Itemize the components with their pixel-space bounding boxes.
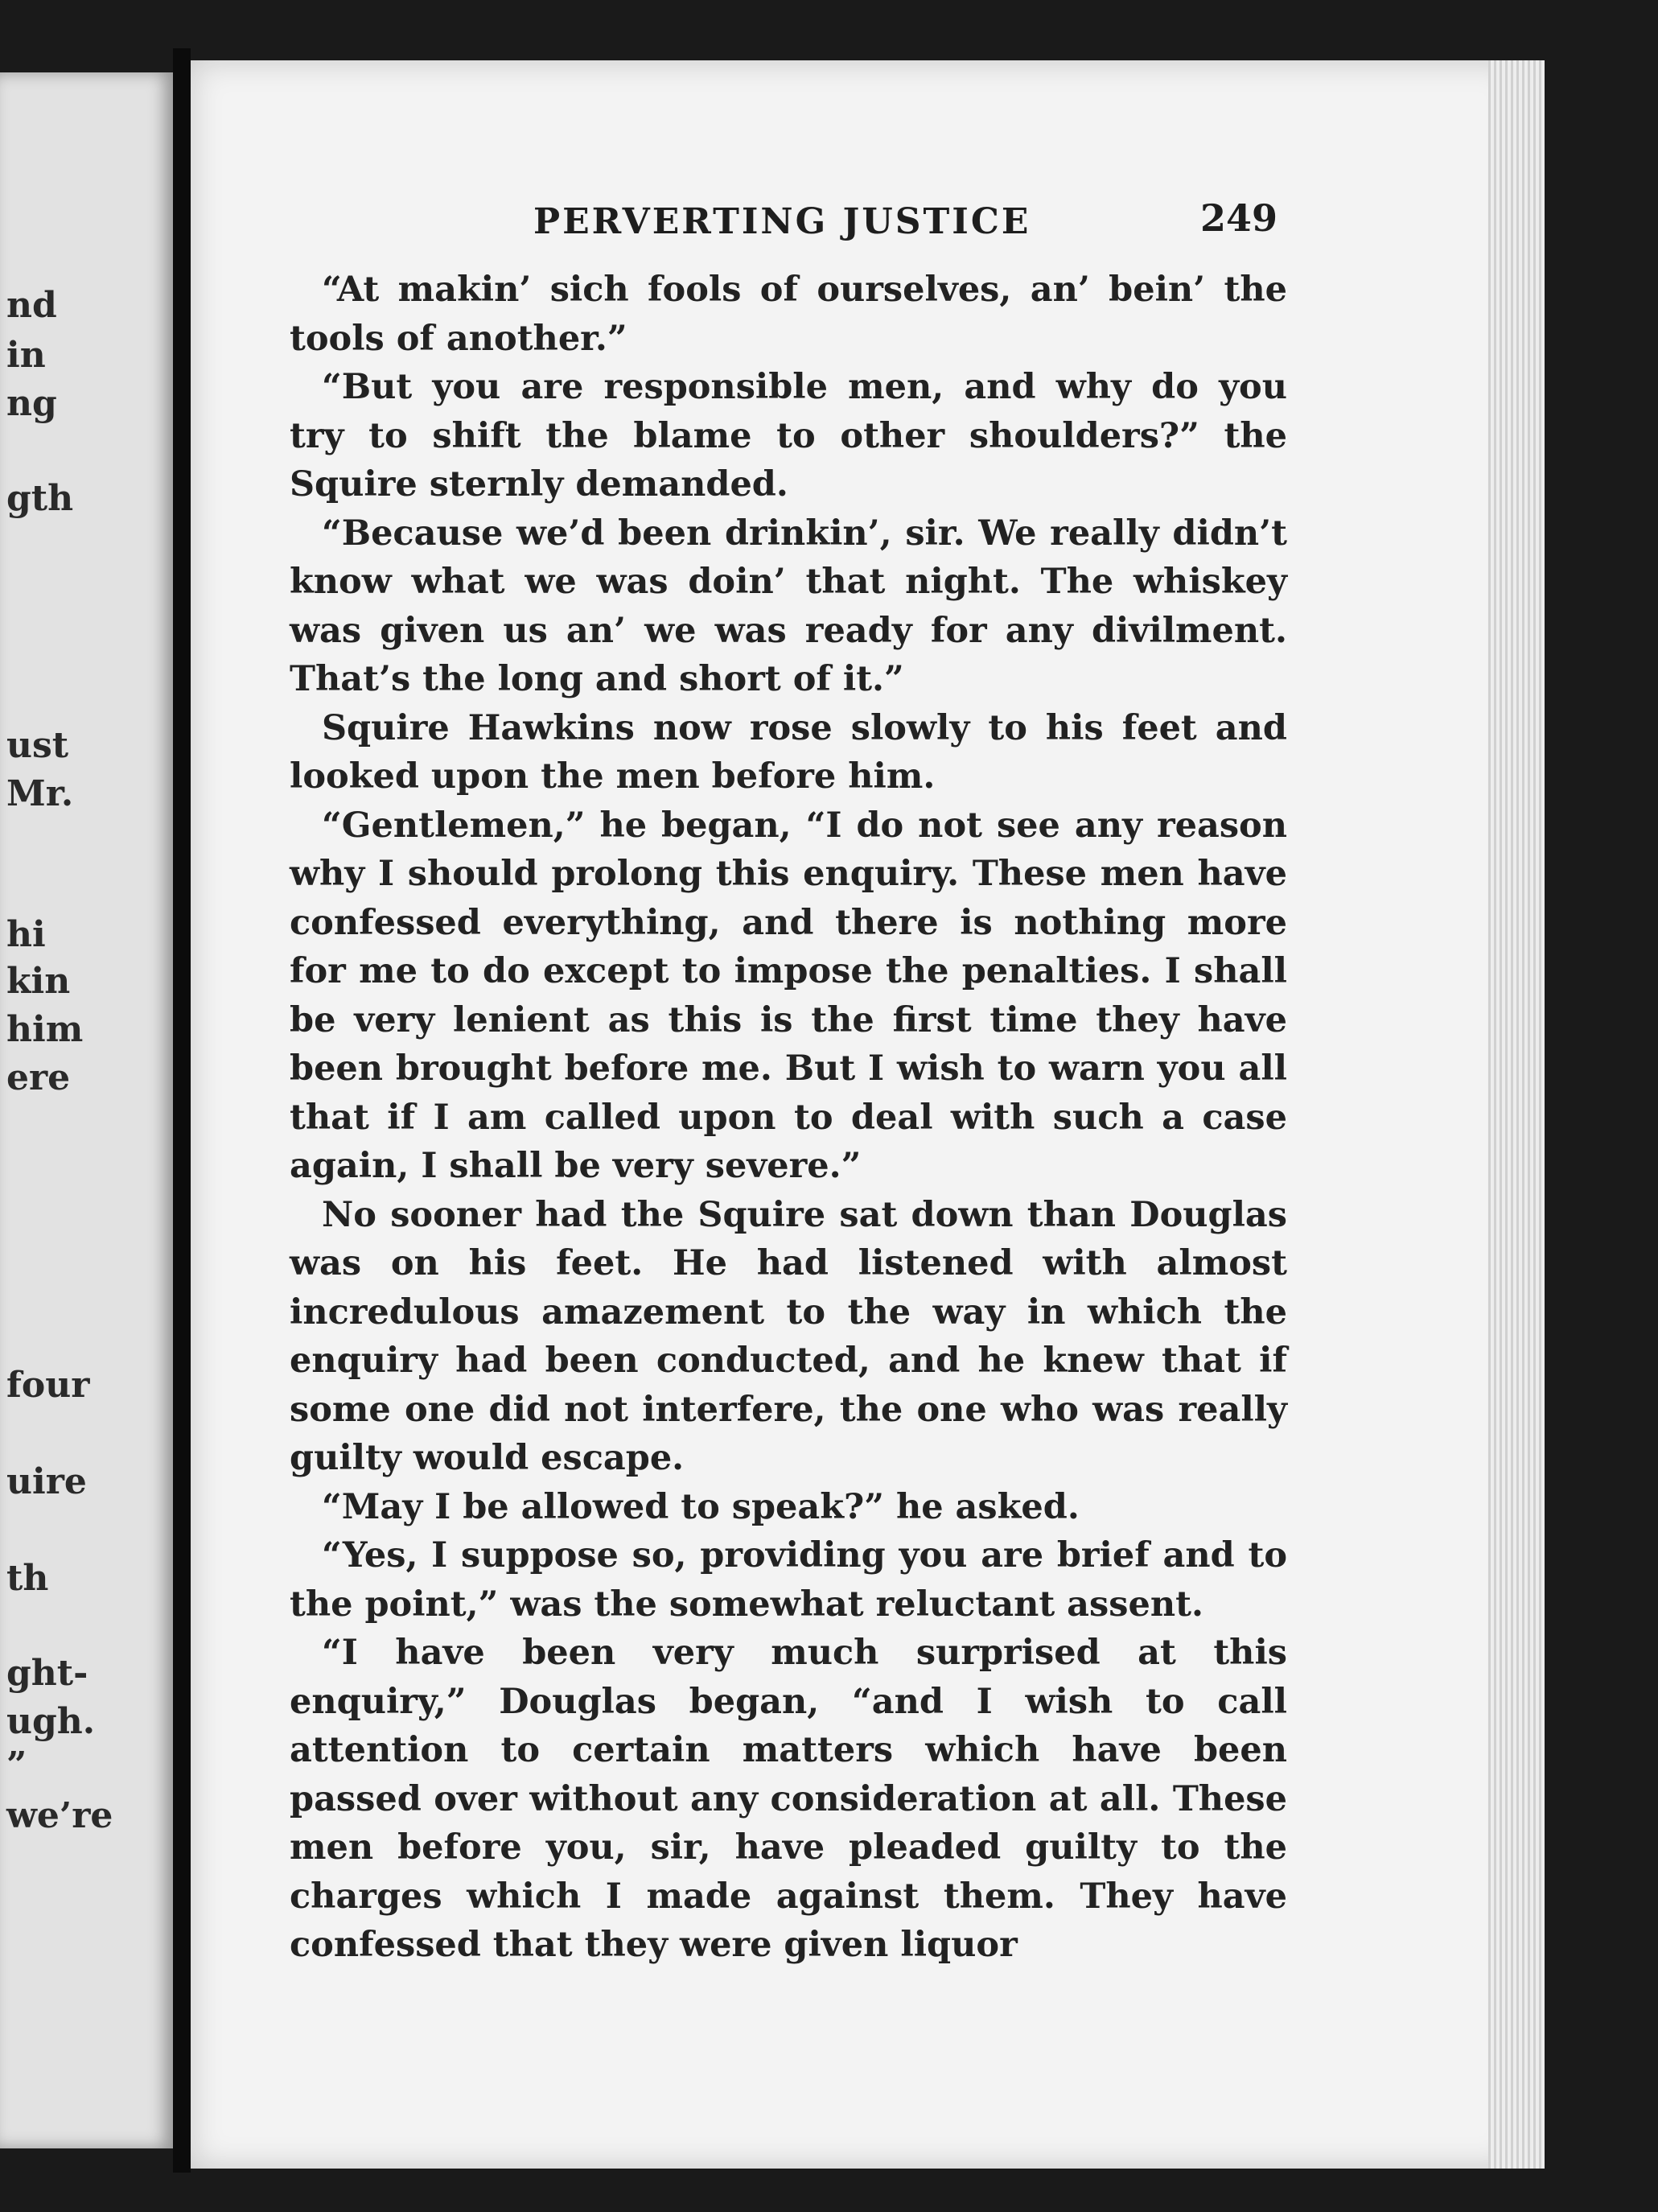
facing-line: kin [6, 961, 71, 1002]
paragraph: “Gentlemen,” he began, “I do not see any reason why I should prolong this enquiry. These men have confessed everything, and there is nothing more for me to do except to impose the penalties. I shall be very lenient as this is the first time they have been brought before me. But I wish to warn you all that if I am called upon to deal with such a case again, I shall be very severe.” [290, 805, 1287, 1186]
facing-line: ght- [6, 1653, 88, 1694]
paragraph: “I have been very much surprised at this enquiry,” Douglas began, “and I wish to call attention to certain matters which have been passed over without any consideration at all. These men before you, sir, have pleaded guilty to the charges which I made against them. They have confessed that they were given liquor [290, 1633, 1287, 1965]
facing-line: ere [6, 1057, 71, 1098]
facing-line: ng [6, 383, 57, 424]
paragraph: “Because we’d been drinkin’, sir. We really didn’t know what we was doin’ that night. The whiskey was given us an’ we was ready for any divilment. That’s the long and short of it.” [290, 513, 1287, 699]
facing-line: hi [6, 914, 46, 955]
facing-line: we’re [6, 1795, 113, 1836]
facing-page [0, 72, 173, 2148]
page-edges [1488, 60, 1545, 2169]
book-gutter [173, 48, 191, 2173]
paragraph: “At makin’ sich fools of ourselves, an’ bein’ the tools of another.” [290, 270, 1287, 359]
facing-page-text [0, 72, 173, 2148]
facing-line: ugh. [6, 1701, 96, 1742]
facing-line: ” [6, 1744, 27, 1786]
facing-line: gth [6, 478, 74, 519]
facing-line: th [6, 1558, 49, 1599]
facing-line: him [6, 1009, 84, 1050]
running-head [344, 196, 1277, 257]
facing-line: nd [6, 285, 57, 326]
paragraph: Squire Hawkins now rose slowly to his feet and looked upon the men before him. [290, 707, 1287, 797]
page-number: 249 [1199, 196, 1277, 240]
facing-line: in [6, 335, 46, 376]
paragraph: “May I be allowed to speak?” he asked. [322, 1486, 1080, 1527]
facing-line: uire [6, 1461, 87, 1502]
paragraph: “But you are responsible men, and why do you try to shift the blame to other shoulders?” the Squire sternly demanded. [290, 367, 1287, 505]
paragraph: “Yes, I suppose so, providing you are brief and to the point,” was the somewhat reluctant assent. [290, 1535, 1287, 1625]
paragraph: No sooner had the Squire sat down than Douglas was on his feet. He had listened with almost incredulous amazement to the way in which the enquiry had been conducted, and he knew that if some one did not interfere, the one who was really guilty would escape. [290, 1194, 1287, 1478]
running-title: PERVERTING JUSTICE [533, 201, 1031, 242]
page-body [290, 266, 1287, 1970]
facing-line: ust [6, 725, 69, 766]
facing-line: Mr. [6, 773, 74, 814]
facing-line: four [6, 1365, 90, 1406]
